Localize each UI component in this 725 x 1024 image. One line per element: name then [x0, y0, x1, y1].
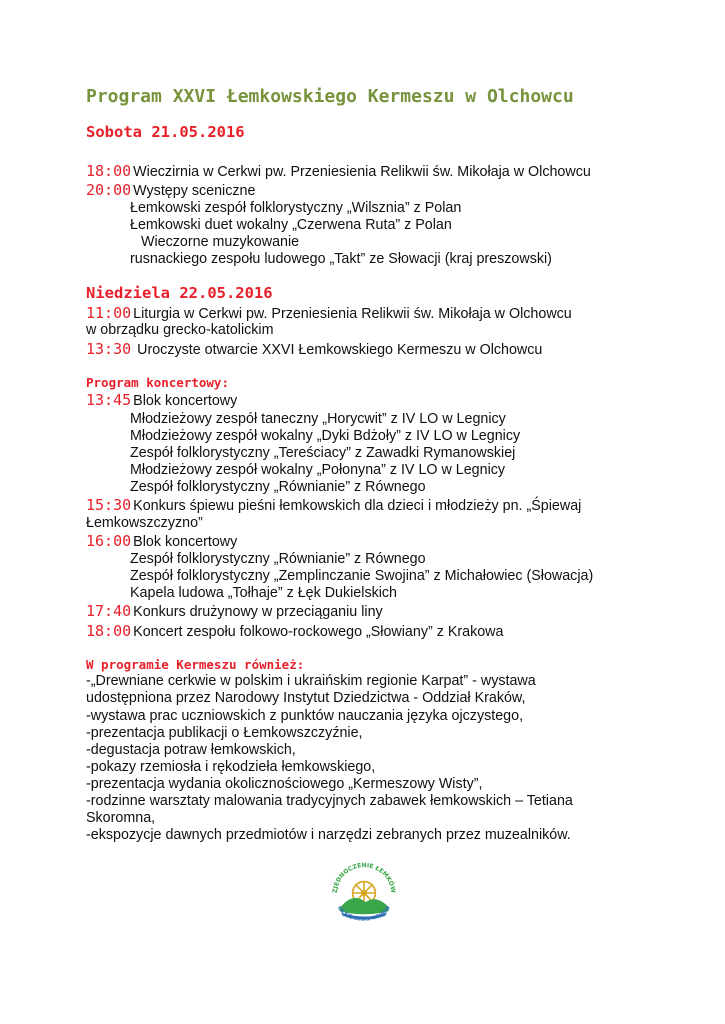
extras-line: -pokazy rzemiosła i rękodzieła łemkowskiego,	[86, 759, 376, 775]
event-line	[86, 532, 237, 551]
performer-item: Łemkowski zespół folklorystyczny „Wilsznia” z Polan	[130, 200, 462, 216]
event-time: 18:00	[86, 622, 132, 640]
event-text: Konkurs drużynowy w przeciąganiu liny	[133, 604, 383, 620]
extras-line: -prezentacja wydania okolicznościowego „Kermeszowy Wisty”,	[86, 776, 483, 792]
concert-item: Młodzieżowy zespół wokalny „Dyki Bdżoły” z IV LO w Legnicy	[130, 428, 521, 444]
event-line	[86, 391, 237, 410]
event-text: Blok koncertowy	[133, 393, 238, 409]
event-text: Liturgia w Cerkwi pw. Przeniesienia Relikwii św. Mikołaja w Olchowcu	[133, 306, 572, 322]
extras-line: udostępniona przez Narodowy Instytut Dziedzictwa - Oddział Kraków,	[86, 690, 526, 706]
event-line	[86, 162, 591, 181]
performer-item: rusnackiego zespołu ludowego „Takt” ze Słowacji (kraj preszowski)	[130, 251, 552, 267]
logo-top-text: ZJEDNOCZENIE ŁEMKÓW	[331, 862, 397, 894]
event-line	[86, 622, 503, 641]
event-time: 13:45	[86, 391, 132, 409]
concert-item: Zespół folklorystyczny „Zemplinczanie Swojina” z Michałowiec (Słowacja)	[130, 568, 594, 584]
event-time: 20:00	[86, 181, 132, 199]
saturday-heading: Sobota 21.05.2016	[86, 123, 245, 141]
event-text: Blok koncertowy	[133, 534, 238, 550]
event-time: 11:00	[86, 304, 132, 322]
concert-item: Zespół folklorystyczny „Tereściacy” z Zawadki Rymanowskiej	[130, 445, 516, 461]
event-line	[86, 340, 542, 359]
concert-item: Zespół folklorystyczny „Równianie” z Równego	[130, 551, 426, 567]
extras-line: -degustacja potraw łemkowskich,	[86, 742, 296, 758]
extras-line: -„Drewniane cerkwie w polskim i ukraińskim regionie Karpat” - wystawa	[86, 673, 536, 689]
event-time: 17:40	[86, 602, 132, 620]
performer-item: Łemkowski duet wokalny „Czerwena Ruta” z Polan	[130, 217, 452, 233]
concert-item: Zespół folklorystyczny „Równianie” z Równego	[130, 479, 426, 495]
extras-line: Skoromna,	[86, 810, 156, 826]
concert-item: Młodzieżowy zespół taneczny „Horycwit” z IV LO w Legnicy	[130, 411, 506, 427]
concert-heading: Program koncertowy:	[86, 375, 229, 390]
page-title: Program XXVI Łemkowskiego Kermeszu w Olchowcu	[86, 86, 574, 107]
organization-logo	[326, 855, 402, 931]
event-continuation: Łemkowszczyzno”	[86, 515, 203, 531]
event-text: Uroczyste otwarcie XXVI Łemkowskiego Kermeszu w Olchowcu	[133, 342, 543, 358]
sunday-heading: Niedziela 22.05.2016	[86, 284, 273, 302]
event-time: 15:30	[86, 496, 132, 514]
event-text: Wieczirnia w Cerkwi pw. Przeniesienia Relikwii św. Mikołaja w Olchowcu	[133, 164, 591, 180]
extras-heading: W programie Kermeszu również:	[86, 657, 305, 672]
extras-line: -wystawa prac uczniowskich z punktów nauczania języka ojczystego,	[86, 708, 524, 724]
event-line	[86, 602, 383, 621]
event-line	[86, 181, 255, 200]
logo-bottom-text: ОБ'ЄДНАННЯ ЛЕМКІВ	[336, 905, 392, 923]
event-line	[86, 496, 581, 515]
performer-item: Wieczorne muzykowanie	[141, 234, 300, 250]
event-time: 13:30	[86, 340, 132, 358]
event-continuation: w obrządku grecko-katolickim	[86, 322, 274, 338]
event-text: Konkurs śpiewu pieśni łemkowskich dla dzieci i młodzieży pn. „Śpiewaj	[133, 498, 582, 514]
concert-item: Młodzieżowy zespół wokalny „Połonyna” z IV LO w Legnicy	[130, 462, 506, 478]
concert-item: Kapela ludowa „Tołhaje” z Łęk Dukielskich	[130, 585, 398, 601]
extras-line: -prezentacja publikacji o Łemkowszczyźnie,	[86, 725, 363, 741]
event-time: 18:00	[86, 162, 132, 180]
event-text: Koncert zespołu folkowo-rockowego „Słowiany” z Krakowa	[133, 624, 504, 640]
event-time: 16:00	[86, 532, 132, 550]
extras-line: -rodzinne warsztaty malowania tradycyjnych zabawek łemkowskich – Tetiana	[86, 793, 573, 809]
event-text: Występy sceniczne	[133, 183, 256, 199]
extras-line: -ekspozycje dawnych przedmiotów i narzędzi zebranych przez muzealników.	[86, 827, 571, 843]
